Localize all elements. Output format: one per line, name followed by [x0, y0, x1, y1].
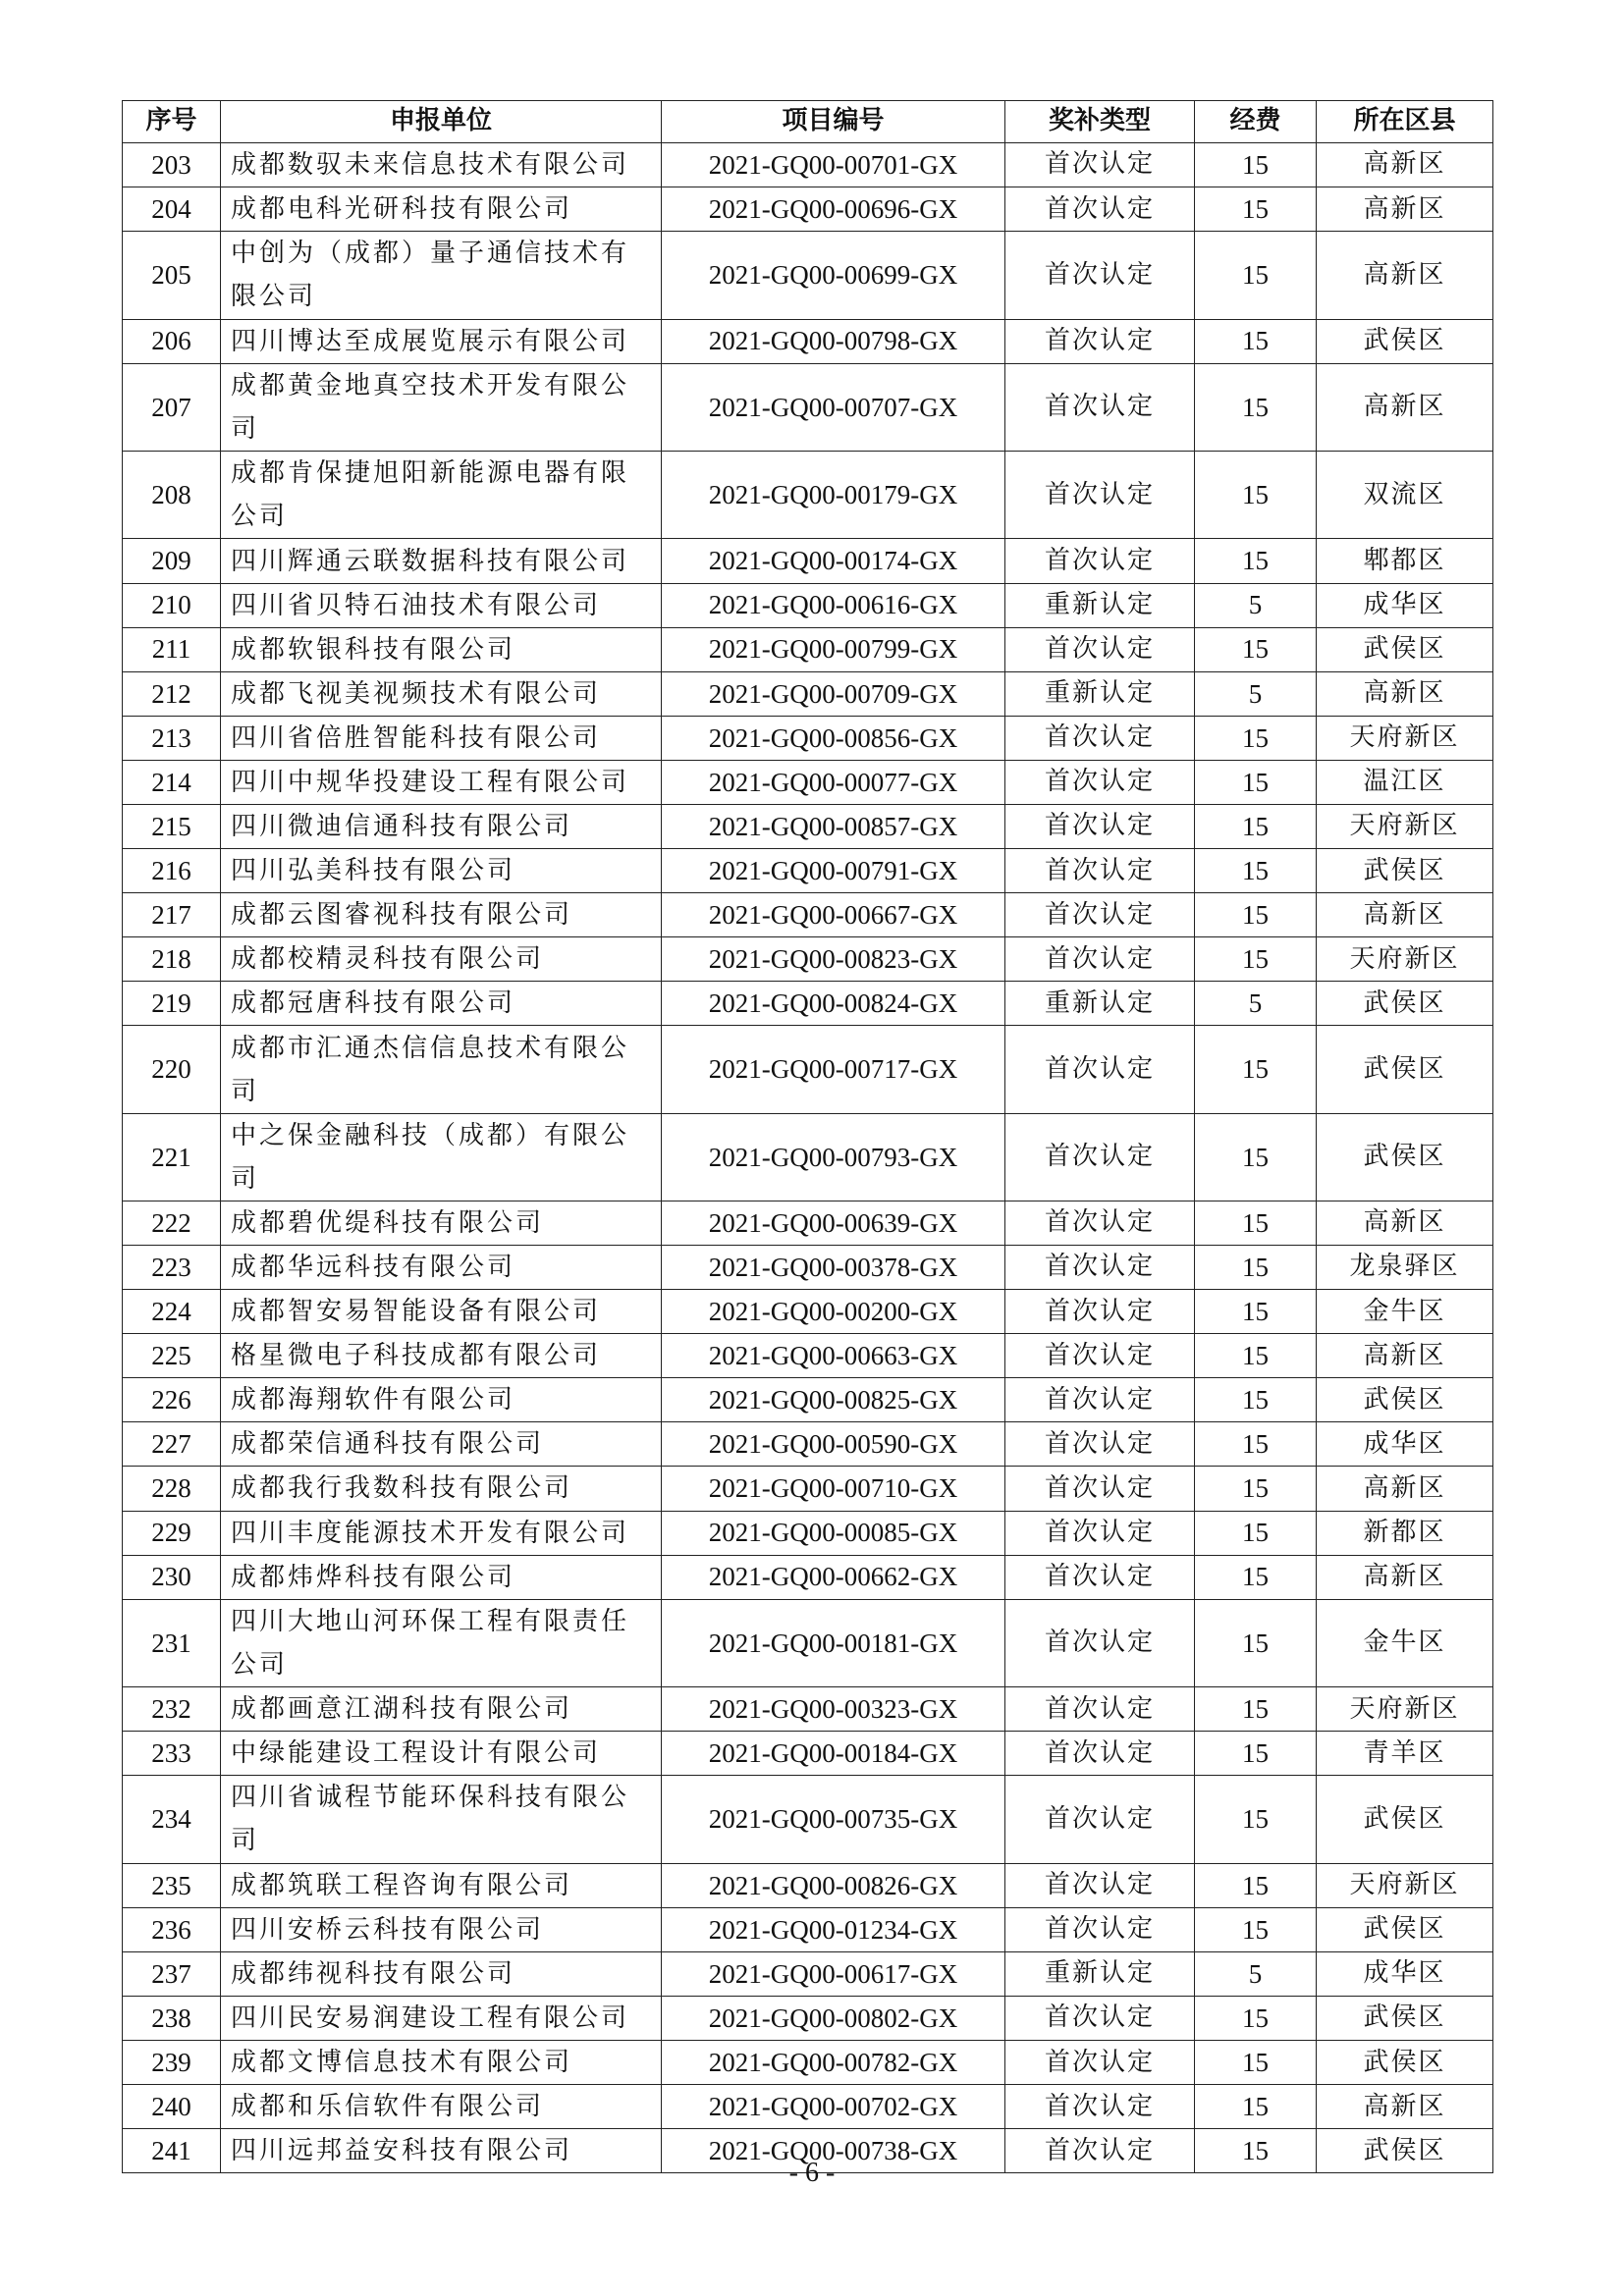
cell-unit: 成都和乐信软件有限公司: [221, 2085, 662, 2129]
cell-type: 首次认定: [1005, 1422, 1195, 1467]
cell-fund: 15: [1195, 2085, 1317, 2129]
cell-type: 首次认定: [1005, 143, 1195, 187]
cell-type: 首次认定: [1005, 1378, 1195, 1422]
table-row: [123, 452, 1493, 539]
cell-unit: 四川省诚程节能环保科技有限公司: [221, 1776, 662, 1863]
cell-fund: 15: [1195, 143, 1317, 187]
cell-type: 首次认定: [1005, 805, 1195, 849]
cell-type: 首次认定: [1005, 1026, 1195, 1113]
cell-code: 2021-GQ00-00181-GX: [662, 1599, 1005, 1686]
cell-code: 2021-GQ00-00617-GX: [662, 1951, 1005, 1996]
table-row: [123, 1687, 1493, 1732]
cell-code: 2021-GQ00-00590-GX: [662, 1422, 1005, 1467]
cell-unit: 成都智安易智能设备有限公司: [221, 1290, 662, 1334]
cell-type: 首次认定: [1005, 232, 1195, 319]
cell-code: 2021-GQ00-00696-GX: [662, 187, 1005, 232]
cell-type: 首次认定: [1005, 187, 1195, 232]
cell-unit: 成都冠唐科技有限公司: [221, 982, 662, 1026]
cell-seq: 213: [123, 716, 221, 760]
table-row: [123, 539, 1493, 583]
table-row: [123, 232, 1493, 319]
cell-fund: 15: [1195, 805, 1317, 849]
cell-unit: 成都纬视科技有限公司: [221, 1951, 662, 1996]
cell-fund: 15: [1195, 232, 1317, 319]
cell-district: 武侯区: [1317, 982, 1493, 1026]
cell-fund: 5: [1195, 1951, 1317, 1996]
cell-district: 武侯区: [1317, 1907, 1493, 1951]
table-row: [123, 1422, 1493, 1467]
table-row: [123, 1996, 1493, 2040]
cell-unit: 四川民安易润建设工程有限公司: [221, 1996, 662, 2040]
cell-unit: 中创为（成都）量子通信技术有限公司: [221, 232, 662, 319]
cell-unit: 成都云图睿视科技有限公司: [221, 893, 662, 937]
cell-seq: 220: [123, 1026, 221, 1113]
cell-unit: 成都校精灵科技有限公司: [221, 937, 662, 982]
cell-seq: 226: [123, 1378, 221, 1422]
cell-fund: 15: [1195, 627, 1317, 671]
cell-seq: 239: [123, 2041, 221, 2085]
table-row: [123, 1732, 1493, 1776]
cell-seq: 225: [123, 1334, 221, 1378]
cell-type: 首次认定: [1005, 319, 1195, 363]
cell-type: 重新认定: [1005, 982, 1195, 1026]
header-district: 所在区县: [1317, 101, 1493, 143]
cell-seq: 217: [123, 893, 221, 937]
cell-seq: 221: [123, 1113, 221, 1201]
cell-unit: 成都华远科技有限公司: [221, 1245, 662, 1289]
table-row: [123, 716, 1493, 760]
cell-unit: 四川大地山河环保工程有限责任公司: [221, 1599, 662, 1686]
table-row: [123, 143, 1493, 187]
cell-unit: 成都软银科技有限公司: [221, 627, 662, 671]
table-row: [123, 1334, 1493, 1378]
cell-district: 高新区: [1317, 1201, 1493, 1245]
table-row: [123, 671, 1493, 716]
cell-fund: 15: [1195, 1907, 1317, 1951]
cell-code: 2021-GQ00-00200-GX: [662, 1290, 1005, 1334]
cell-district: 高新区: [1317, 232, 1493, 319]
cell-seq: 204: [123, 187, 221, 232]
cell-fund: 15: [1195, 363, 1317, 451]
table-row: [123, 1467, 1493, 1511]
cell-district: 高新区: [1317, 671, 1493, 716]
cell-unit: 四川辉通云联数据科技有限公司: [221, 539, 662, 583]
cell-district: 高新区: [1317, 187, 1493, 232]
cell-code: 2021-GQ00-00791-GX: [662, 849, 1005, 893]
cell-unit: 成都海翔软件有限公司: [221, 1378, 662, 1422]
cell-code: 2021-GQ00-00663-GX: [662, 1334, 1005, 1378]
table-row: [123, 1113, 1493, 1201]
cell-code: 2021-GQ00-00782-GX: [662, 2041, 1005, 2085]
cell-fund: 15: [1195, 1467, 1317, 1511]
table-row: [123, 805, 1493, 849]
cell-fund: 15: [1195, 937, 1317, 982]
table-row: [123, 982, 1493, 1026]
cell-fund: 15: [1195, 452, 1317, 539]
cell-fund: 15: [1195, 760, 1317, 804]
cell-seq: 215: [123, 805, 221, 849]
cell-district: 天府新区: [1317, 1863, 1493, 1907]
cell-fund: 15: [1195, 1334, 1317, 1378]
cell-type: 首次认定: [1005, 1599, 1195, 1686]
cell-unit: 成都市汇通杰信信息技术有限公司: [221, 1026, 662, 1113]
cell-fund: 15: [1195, 1511, 1317, 1555]
cell-unit: 中绿能建设工程设计有限公司: [221, 1732, 662, 1776]
cell-seq: 233: [123, 1732, 221, 1776]
cell-seq: 235: [123, 1863, 221, 1907]
cell-type: 首次认定: [1005, 2041, 1195, 2085]
cell-type: 首次认定: [1005, 1776, 1195, 1863]
cell-district: 高新区: [1317, 1555, 1493, 1599]
cell-unit: 成都画意江湖科技有限公司: [221, 1687, 662, 1732]
cell-code: 2021-GQ00-00735-GX: [662, 1776, 1005, 1863]
table-row: [123, 2041, 1493, 2085]
table-row: [123, 1026, 1493, 1113]
cell-code: 2021-GQ00-00824-GX: [662, 982, 1005, 1026]
cell-type: 首次认定: [1005, 1201, 1195, 1245]
cell-code: 2021-GQ00-01234-GX: [662, 1907, 1005, 1951]
table-body: [123, 143, 1493, 2173]
cell-code: 2021-GQ00-00174-GX: [662, 539, 1005, 583]
table-row: [123, 1245, 1493, 1289]
table-row: [123, 1863, 1493, 1907]
cell-seq: 228: [123, 1467, 221, 1511]
cell-type: 首次认定: [1005, 1113, 1195, 1201]
cell-code: 2021-GQ00-00702-GX: [662, 2085, 1005, 2129]
cell-code: 2021-GQ00-00077-GX: [662, 760, 1005, 804]
cell-seq: 211: [123, 627, 221, 671]
cell-seq: 234: [123, 1776, 221, 1863]
cell-seq: 210: [123, 583, 221, 627]
table-row: [123, 1511, 1493, 1555]
cell-district: 天府新区: [1317, 1687, 1493, 1732]
cell-code: 2021-GQ00-00799-GX: [662, 627, 1005, 671]
cell-type: 首次认定: [1005, 1245, 1195, 1289]
cell-fund: 15: [1195, 1422, 1317, 1467]
cell-seq: 208: [123, 452, 221, 539]
table-header-row: [123, 101, 1493, 143]
cell-seq: 241: [123, 2129, 221, 2173]
cell-unit: 四川微迪信通科技有限公司: [221, 805, 662, 849]
cell-seq: 214: [123, 760, 221, 804]
cell-code: 2021-GQ00-00802-GX: [662, 1996, 1005, 2040]
cell-code: 2021-GQ00-00857-GX: [662, 805, 1005, 849]
cell-fund: 15: [1195, 1201, 1317, 1245]
cell-code: 2021-GQ00-00798-GX: [662, 319, 1005, 363]
cell-code: 2021-GQ00-00184-GX: [662, 1732, 1005, 1776]
cell-type: 首次认定: [1005, 760, 1195, 804]
cell-seq: 224: [123, 1290, 221, 1334]
cell-type: 首次认定: [1005, 716, 1195, 760]
cell-unit: 四川省贝特石油技术有限公司: [221, 583, 662, 627]
cell-fund: 15: [1195, 1863, 1317, 1907]
cell-seq: 237: [123, 1951, 221, 1996]
cell-type: 首次认定: [1005, 1511, 1195, 1555]
cell-type: 首次认定: [1005, 1907, 1195, 1951]
cell-fund: 15: [1195, 539, 1317, 583]
cell-fund: 15: [1195, 1026, 1317, 1113]
cell-seq: 227: [123, 1422, 221, 1467]
cell-district: 武侯区: [1317, 627, 1493, 671]
cell-code: 2021-GQ00-00856-GX: [662, 716, 1005, 760]
cell-seq: 222: [123, 1201, 221, 1245]
table-row: [123, 1776, 1493, 1863]
cell-unit: 成都荣信通科技有限公司: [221, 1422, 662, 1467]
cell-fund: 15: [1195, 2041, 1317, 2085]
cell-district: 高新区: [1317, 363, 1493, 451]
cell-seq: 207: [123, 363, 221, 451]
table-row: [123, 1907, 1493, 1951]
cell-district: 天府新区: [1317, 805, 1493, 849]
cell-district: 武侯区: [1317, 2041, 1493, 2085]
cell-district: 金牛区: [1317, 1290, 1493, 1334]
cell-fund: 15: [1195, 1113, 1317, 1201]
cell-type: 重新认定: [1005, 671, 1195, 716]
cell-unit: 成都筑联工程咨询有限公司: [221, 1863, 662, 1907]
header-type: 奖补类型: [1005, 101, 1195, 143]
cell-type: 首次认定: [1005, 452, 1195, 539]
cell-type: 首次认定: [1005, 1467, 1195, 1511]
cell-district: 天府新区: [1317, 716, 1493, 760]
cell-type: 首次认定: [1005, 849, 1195, 893]
cell-seq: 229: [123, 1511, 221, 1555]
cell-district: 武侯区: [1317, 319, 1493, 363]
cell-unit: 成都我行我数科技有限公司: [221, 1467, 662, 1511]
cell-code: 2021-GQ00-00707-GX: [662, 363, 1005, 451]
table-row: [123, 1555, 1493, 1599]
table-row: [123, 583, 1493, 627]
cell-district: 武侯区: [1317, 849, 1493, 893]
cell-seq: 203: [123, 143, 221, 187]
header-unit: 申报单位: [221, 101, 662, 143]
cell-fund: 15: [1195, 187, 1317, 232]
cell-district: 天府新区: [1317, 937, 1493, 982]
table-row: [123, 627, 1493, 671]
cell-type: 首次认定: [1005, 1290, 1195, 1334]
cell-code: 2021-GQ00-00323-GX: [662, 1687, 1005, 1732]
cell-seq: 209: [123, 539, 221, 583]
cell-seq: 238: [123, 1996, 221, 2040]
cell-fund: 15: [1195, 1378, 1317, 1422]
cell-unit: 成都碧优缇科技有限公司: [221, 1201, 662, 1245]
cell-district: 高新区: [1317, 1467, 1493, 1511]
cell-seq: 218: [123, 937, 221, 982]
cell-code: 2021-GQ00-00738-GX: [662, 2129, 1005, 2173]
cell-district: 双流区: [1317, 452, 1493, 539]
table-row: [123, 363, 1493, 451]
cell-fund: 15: [1195, 1996, 1317, 2040]
cell-type: 首次认定: [1005, 1996, 1195, 2040]
cell-type: 重新认定: [1005, 583, 1195, 627]
cell-type: 首次认定: [1005, 627, 1195, 671]
cell-district: 武侯区: [1317, 1026, 1493, 1113]
cell-seq: 206: [123, 319, 221, 363]
cell-district: 高新区: [1317, 143, 1493, 187]
cell-district: 成华区: [1317, 583, 1493, 627]
cell-fund: 5: [1195, 583, 1317, 627]
cell-code: 2021-GQ00-00826-GX: [662, 1863, 1005, 1907]
cell-district: 金牛区: [1317, 1599, 1493, 1686]
table-row: [123, 187, 1493, 232]
cell-unit: 四川中规华投建设工程有限公司: [221, 760, 662, 804]
cell-unit: 成都肯保捷旭阳新能源电器有限公司: [221, 452, 662, 539]
cell-code: 2021-GQ00-00179-GX: [662, 452, 1005, 539]
cell-fund: 5: [1195, 982, 1317, 1026]
cell-unit: 四川安桥云科技有限公司: [221, 1907, 662, 1951]
cell-unit: 成都飞视美视频技术有限公司: [221, 671, 662, 716]
cell-seq: 231: [123, 1599, 221, 1686]
cell-fund: 15: [1195, 1290, 1317, 1334]
cell-code: 2021-GQ00-00709-GX: [662, 671, 1005, 716]
header-seq: 序号: [123, 101, 221, 143]
cell-seq: 223: [123, 1245, 221, 1289]
cell-type: 首次认定: [1005, 1863, 1195, 1907]
cell-fund: 15: [1195, 1555, 1317, 1599]
cell-unit: 成都炜烨科技有限公司: [221, 1555, 662, 1599]
cell-district: 郫都区: [1317, 539, 1493, 583]
cell-code: 2021-GQ00-00662-GX: [662, 1555, 1005, 1599]
cell-code: 2021-GQ00-00667-GX: [662, 893, 1005, 937]
cell-code: 2021-GQ00-00085-GX: [662, 1511, 1005, 1555]
cell-type: 首次认定: [1005, 363, 1195, 451]
cell-seq: 236: [123, 1907, 221, 1951]
header-code: 项目编号: [662, 101, 1005, 143]
cell-district: 新都区: [1317, 1511, 1493, 1555]
table-row: [123, 760, 1493, 804]
cell-type: 首次认定: [1005, 539, 1195, 583]
cell-district: 龙泉驿区: [1317, 1245, 1493, 1289]
cell-unit: 成都数驭未来信息技术有限公司: [221, 143, 662, 187]
cell-unit: 四川博达至成展览展示有限公司: [221, 319, 662, 363]
cell-code: 2021-GQ00-00823-GX: [662, 937, 1005, 982]
table-row: [123, 937, 1493, 982]
cell-district: 温江区: [1317, 760, 1493, 804]
cell-seq: 240: [123, 2085, 221, 2129]
cell-unit: 格星微电子科技成都有限公司: [221, 1334, 662, 1378]
cell-district: 武侯区: [1317, 1776, 1493, 1863]
cell-code: 2021-GQ00-00699-GX: [662, 232, 1005, 319]
cell-fund: 15: [1195, 1732, 1317, 1776]
cell-type: 首次认定: [1005, 1334, 1195, 1378]
cell-fund: 15: [1195, 1776, 1317, 1863]
table-row: [123, 1290, 1493, 1334]
page-number: - 6 -: [788, 2158, 836, 2188]
table-row: [123, 893, 1493, 937]
cell-fund: 15: [1195, 893, 1317, 937]
cell-code: 2021-GQ00-00825-GX: [662, 1378, 1005, 1422]
table-row: [123, 2085, 1493, 2129]
cell-unit: 四川省倍胜智能科技有限公司: [221, 716, 662, 760]
cell-seq: 219: [123, 982, 221, 1026]
cell-type: 首次认定: [1005, 1555, 1195, 1599]
cell-code: 2021-GQ00-00378-GX: [662, 1245, 1005, 1289]
cell-type: 首次认定: [1005, 2085, 1195, 2129]
cell-unit: 中之保金融科技（成都）有限公司: [221, 1113, 662, 1201]
cell-district: 成华区: [1317, 1422, 1493, 1467]
cell-fund: 15: [1195, 1599, 1317, 1686]
cell-unit: 四川远邦益安科技有限公司: [221, 2129, 662, 2173]
cell-type: 首次认定: [1005, 2129, 1195, 2173]
cell-fund: 15: [1195, 1245, 1317, 1289]
cell-type: 重新认定: [1005, 1951, 1195, 1996]
cell-district: 青羊区: [1317, 1732, 1493, 1776]
cell-type: 首次认定: [1005, 937, 1195, 982]
cell-type: 首次认定: [1005, 1687, 1195, 1732]
cell-code: 2021-GQ00-00793-GX: [662, 1113, 1005, 1201]
cell-district: 高新区: [1317, 2085, 1493, 2129]
cell-type: 首次认定: [1005, 893, 1195, 937]
cell-unit: 四川弘美科技有限公司: [221, 849, 662, 893]
cell-type: 首次认定: [1005, 1732, 1195, 1776]
table-row: [123, 1599, 1493, 1686]
cell-code: 2021-GQ00-00717-GX: [662, 1026, 1005, 1113]
cell-unit: 成都黄金地真空技术开发有限公司: [221, 363, 662, 451]
header-fund: 经费: [1195, 101, 1317, 143]
award-table: [122, 100, 1493, 2173]
cell-fund: 15: [1195, 1687, 1317, 1732]
cell-seq: 205: [123, 232, 221, 319]
cell-unit: 四川丰度能源技术开发有限公司: [221, 1511, 662, 1555]
cell-code: 2021-GQ00-00701-GX: [662, 143, 1005, 187]
cell-seq: 212: [123, 671, 221, 716]
cell-seq: 216: [123, 849, 221, 893]
cell-district: 武侯区: [1317, 1996, 1493, 2040]
cell-seq: 230: [123, 1555, 221, 1599]
table-row: [123, 1201, 1493, 1245]
table-row: [123, 849, 1493, 893]
cell-fund: 15: [1195, 849, 1317, 893]
table-row: [123, 1378, 1493, 1422]
table-row: [123, 1951, 1493, 1996]
cell-district: 高新区: [1317, 1334, 1493, 1378]
cell-code: 2021-GQ00-00616-GX: [662, 583, 1005, 627]
cell-code: 2021-GQ00-00710-GX: [662, 1467, 1005, 1511]
cell-fund: 15: [1195, 319, 1317, 363]
cell-fund: 5: [1195, 671, 1317, 716]
cell-district: 成华区: [1317, 1951, 1493, 1996]
cell-code: 2021-GQ00-00639-GX: [662, 1201, 1005, 1245]
table-row: [123, 319, 1493, 363]
cell-seq: 232: [123, 1687, 221, 1732]
cell-fund: 15: [1195, 2129, 1317, 2173]
cell-district: 武侯区: [1317, 1378, 1493, 1422]
cell-district: 高新区: [1317, 893, 1493, 937]
cell-unit: 成都文博信息技术有限公司: [221, 2041, 662, 2085]
cell-fund: 15: [1195, 716, 1317, 760]
cell-unit: 成都电科光研科技有限公司: [221, 187, 662, 232]
cell-district: 武侯区: [1317, 1113, 1493, 1201]
cell-district: 武侯区: [1317, 2129, 1493, 2173]
